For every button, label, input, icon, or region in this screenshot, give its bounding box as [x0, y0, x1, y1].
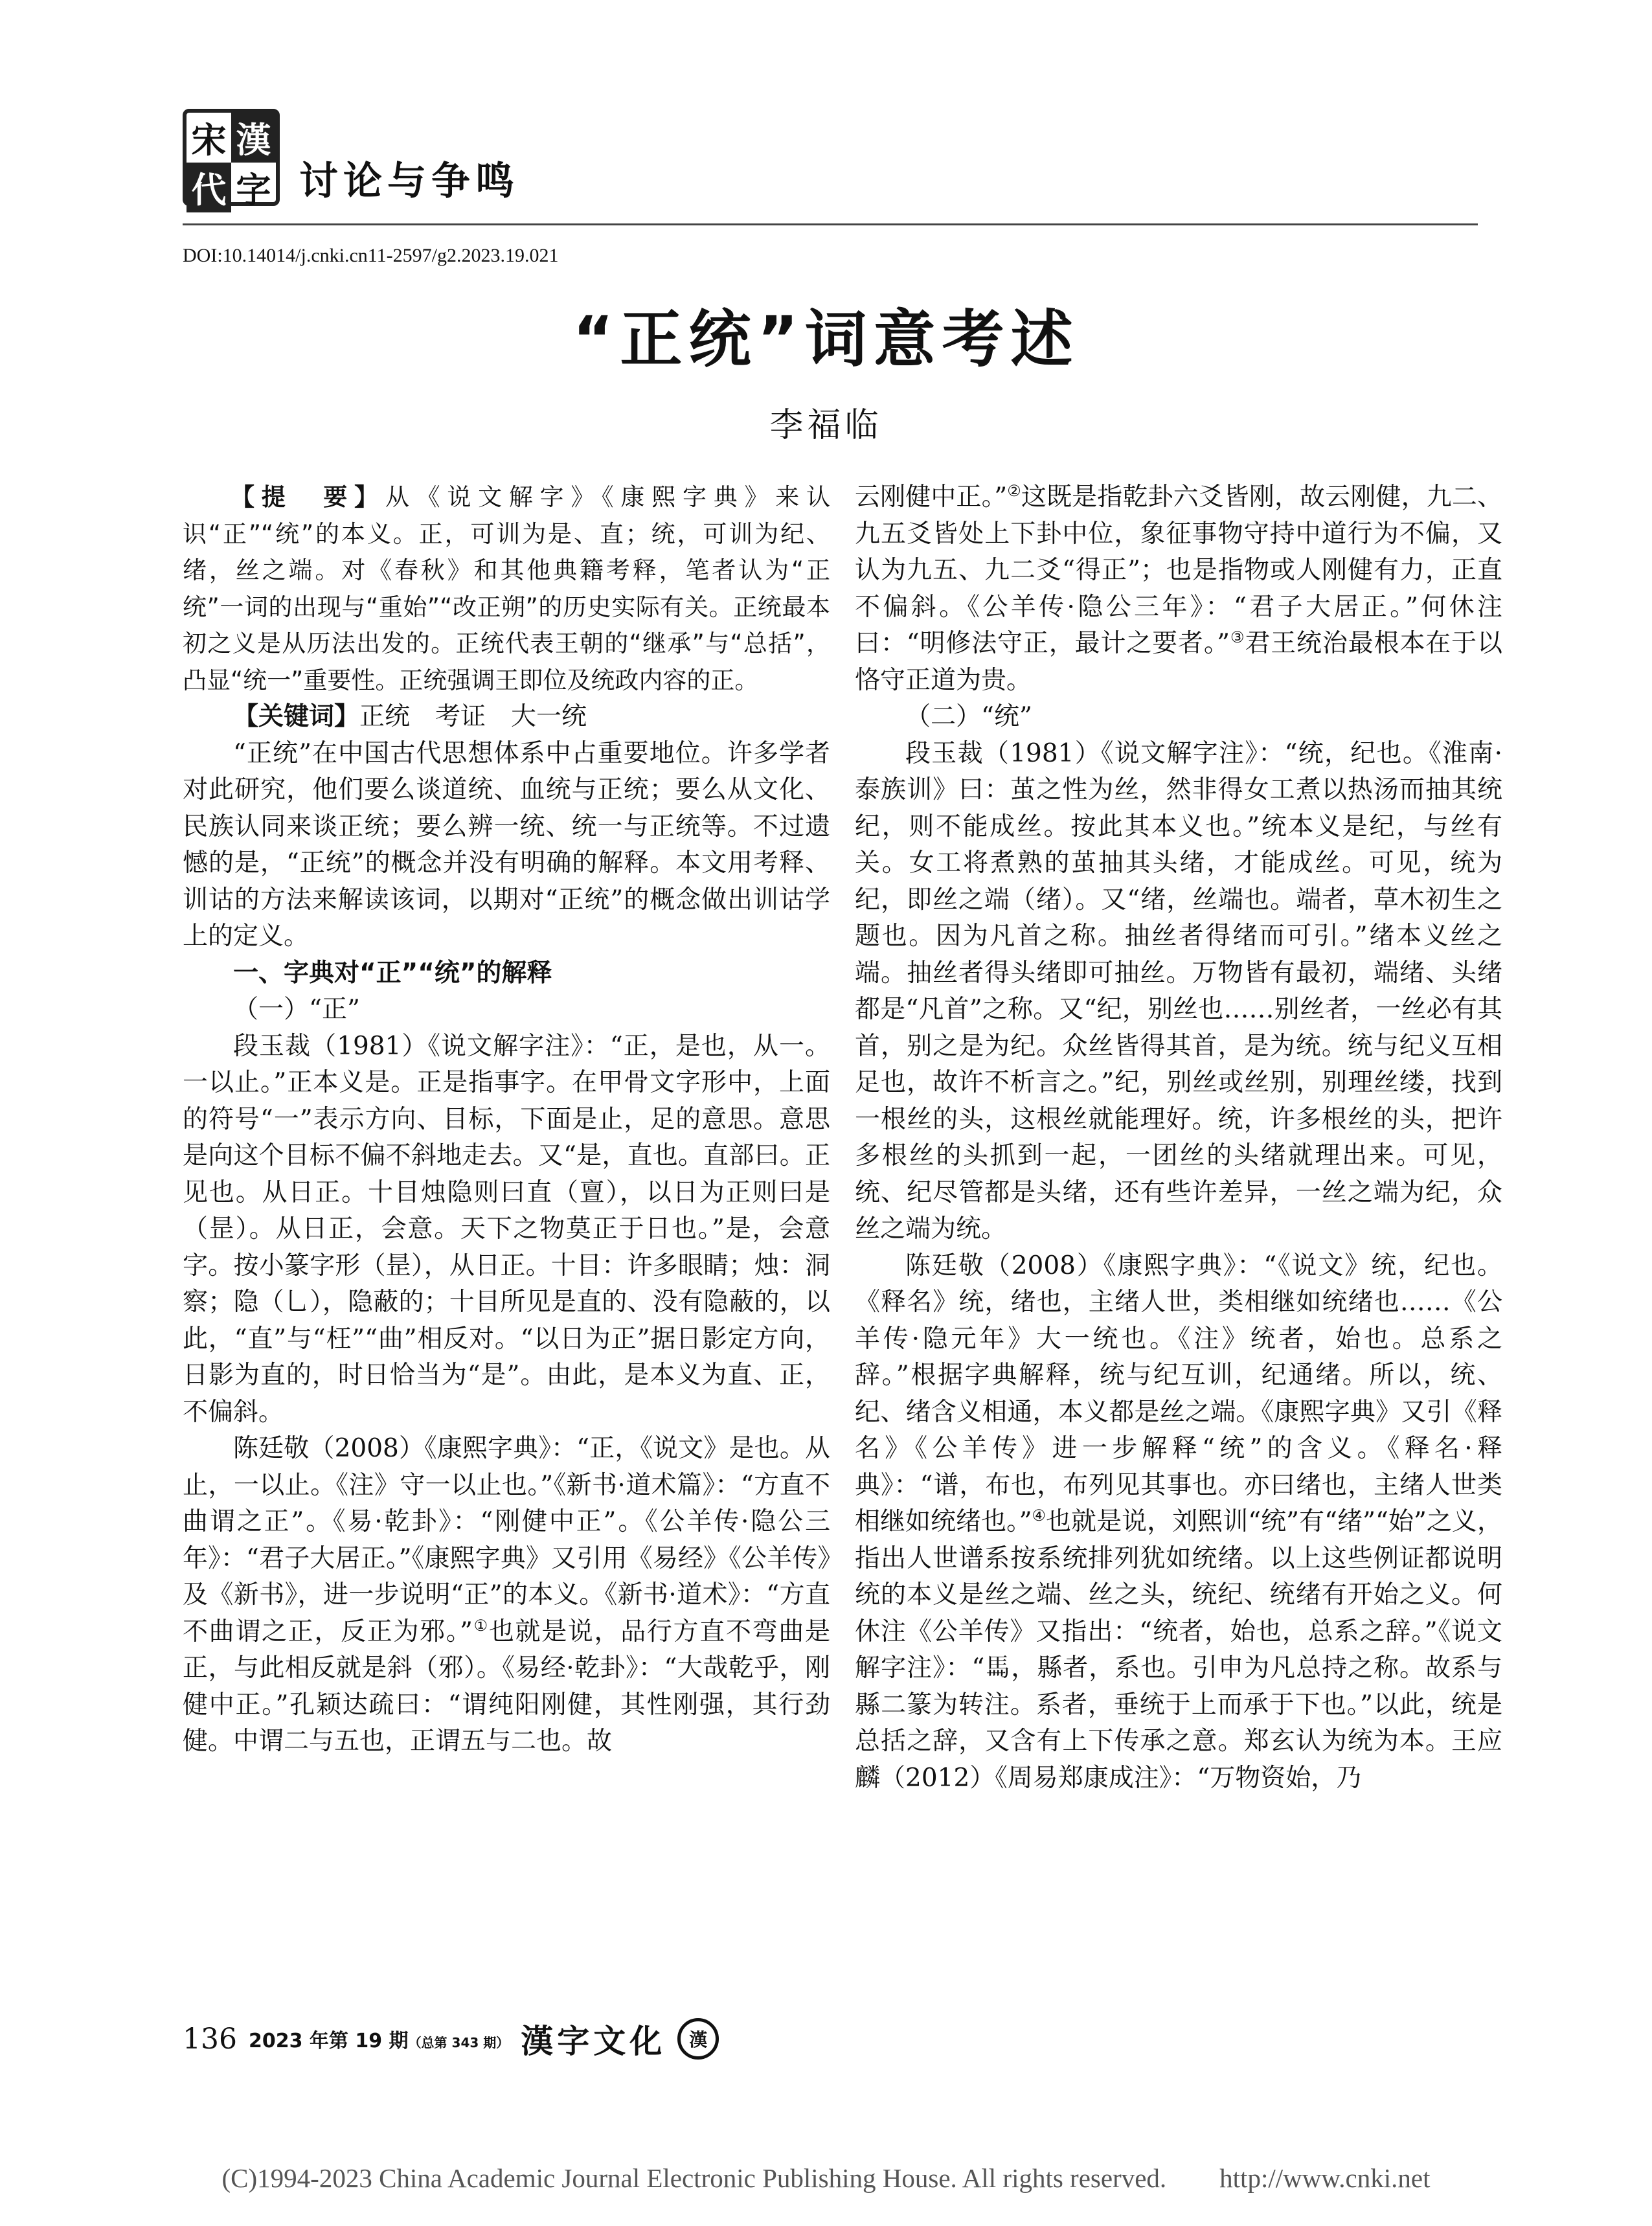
footnote-mark: ① — [472, 1616, 489, 1635]
keywords-label: 【关键词】 — [233, 702, 360, 731]
issue-total: （总第 343 期） — [408, 2035, 510, 2050]
right-column — [855, 479, 1502, 1797]
page-number: 136 — [183, 2022, 237, 2056]
copyright-notice: (C)1994-2023 China Academic Journal Electronic Publishing House. All rights reserved. http://www.cnki.net — [221, 2163, 1431, 2193]
logo-char: 代 — [187, 163, 231, 212]
body-paragraph — [855, 479, 1502, 699]
subsection-heading: （二）“统” — [905, 702, 1032, 731]
text-run: 这既是指乾卦六爻皆刚，故云刚健，九二、九五爻皆处上下卦中位，象征事物守持中道行为不偏，又认为九五、九二爻“得正”；也是指物或人刚健有力，正直不偏斜。《公羊传·隐公三年》：“君子大居正。”何休注曰：“明修法守正，最计之要者。” — [855, 483, 1502, 658]
issue-info — [249, 2025, 509, 2053]
text-run: 也就是说，品行方直不弯曲是正，与此相反就是斜（邪）。《易经·乾卦》：“大哉乾乎，刚健中正。”孔颖达疏曰：“谓纯阳刚健，其性刚强，其行劲健。中谓二与五也，正谓五与二也。故 — [183, 1617, 830, 1756]
logo-char: 字 — [236, 169, 271, 210]
issue-label: 2023 年第 19 期 — [248, 2030, 409, 2052]
body-paragraph: 段玉裁（1981）《说文解字注》：“统，纪也。《淮南·泰族训》曰：茧之性为丝，然非得女工煮以热汤而抽其统纪，则不能成丝。按此其本义也。”统本义是纪，与丝有关。女工将煮熟的茧抽其头绪，才能成丝。可见，统为纪，即丝之端（绪）。又“绪，丝端也。端者，草木初生之题也。因为凡首之称。抽丝者得绪而可引。”绪本义丝之端。抽丝者得头绪即可抽丝。万物皆有最初，端绪、头绪都是“凡首”之称。又“纪，别丝也……别丝者，一丝必有其首，别之是为纪。众丝皆得其首，是为统。统与纪义互相足也，故许不析言之。”纪，别丝或丝别，别理丝缕，找到一根丝的头，这根丝就能理好。统，许多根丝的头，把许多根丝的头抓到一起，一团丝的头绪就理出来。可见，统、纪尽管都是头绪，还有些许差异，一丝之端为纪，众丝之端为统。 — [855, 738, 1502, 1244]
text-run: 云刚健中正。” — [855, 483, 1008, 512]
journal-name: 漢字文化 — [521, 2023, 666, 2060]
footnote-mark: ③ — [1230, 628, 1245, 646]
footnote-mark: ④ — [1032, 1506, 1047, 1525]
abstract-text: 从《说文解字》《康熙字典》来认识“正”“统”的本义。正，可训为是、直；统，可训为纪、绪，丝之端。对《春秋》和其他典籍考释，笔者认为“正统”一词的出现与“重始”“改正朔”的历史实际有关。正统最本初之义是从历法出发的。正统代表王朝的“继承”与“总括”，凸显“统一”重要性。正统强调王即位及统政内容的正。 — [183, 483, 831, 694]
intro-paragraph: “正统”在中国古代思想体系中占重要地位。许多学者对此研究，他们要么谈道统、血统与正统；要么从文化、民族认同来谈正统；要么辨一统、统一与正统等。不过遗憾的是，“正统”的概念并没有明确的解释。本文用考释、训诂的方法来解读该词，以期对“正统”的概念做出训诂学上的定义。 — [183, 738, 830, 951]
page-footer — [183, 2016, 719, 2062]
article-title: “正统”词意考述 — [572, 303, 1080, 376]
subsection-heading: （一）“正” — [233, 995, 360, 1024]
text-run: 也就是说，刘熙训“统”有“绪”“始”之义，指出人世谱系按系统排列犹如统绪。以上这些例证都说明统的本义是丝之端、丝之头，统纪、统绪有开始之义。何休注《公羊传》又指出：“统者，始也，总系之辞。”《说文解字注》：“𩡧，縣者，系也。引申为凡总持之称。故系与縣二篆为转注。系者，垂统于上而承于下也。”以此，统是总括之辞，又含有上下传承之意。郑玄认为统为本。王应麟（2012）《周易郑康成注》：“万物资始，乃 — [855, 1507, 1502, 1793]
journal-seal-icon: 漢 — [677, 2018, 719, 2060]
section-heading: 一、字典对“正”“统”的解释 — [233, 958, 552, 988]
journal-logo — [183, 109, 280, 210]
section-title: 讨论与争鸣 — [299, 159, 519, 204]
text-run: 陈廷敬（2008）《康熙字典》：“《说文》统，纪也。《释名》统，绪也，主绪人世，类相继如统绪也……《公羊传·隐元年》大一统也。《注》统者，始也。总系之辞。”根据字典解释，统与纪互训，纪通绪。所以，统、纪、绪含义相通，本义都是丝之端。《康熙字典》又引《释名》《公羊传》进一步解释“统”的含义。《释名·释典》：“谱，布也，布列见其事也。亦曰绪也，主绪人世类相继如统绪也。” — [855, 1251, 1502, 1536]
footnote-mark: ② — [1007, 482, 1021, 500]
abstract-label: 【提 要】 — [231, 483, 385, 511]
keywords — [183, 699, 830, 736]
doi-line: DOI:10.14014/j.cnki.cn11-2597/g2.2023.19.021 — [183, 245, 559, 266]
body-paragraph — [855, 1248, 1502, 1797]
abstract — [183, 479, 830, 699]
keywords-text: 正统 考证 大一统 — [359, 702, 587, 731]
logo-char: 宋 — [191, 119, 227, 161]
logo-char: 漢 — [231, 113, 276, 163]
body-paragraph — [183, 1431, 830, 1760]
body-paragraph: 段玉裁（1981）《说文解字注》：“正，是也，从一。一以止。”正本义是。正是指事字。在甲骨文字形中，上面的符号“一”表示方向、目标，下面是止，足的意思。意思是向这个目标不偏不斜地走去。又“是，直也。直部曰。正见也。从日正。十目烛隐则曰直（亶），以日为正则曰是（昰）。从日正，会意。天下之物莫正于日也。”是，会意字。按小篆字形（昰），从日正。十目：许多眼睛；烛：洞察；隐（乚），隐蔽的；十目所见是直的、没有隐蔽的，以此，“直”与“枉”“曲”相反对。“以日为正”据日影定方向，日影为直的，时日恰当为“是”。由此，是本义为直、正，不偏斜。 — [183, 1031, 830, 1427]
left-column — [183, 479, 830, 1760]
article-author: 李福临 — [769, 406, 883, 445]
header-divider — [183, 223, 1478, 225]
text-run: 君王统治最根本在于以恪守正道为贵。 — [855, 629, 1502, 695]
text-run: 陈廷敬（2008）《康熙字典》：“正，《说文》是也。从止，一以止。《注》守一以止也。”《新书·道术篇》：“方直不曲谓之正”。《易·乾卦》：“刚健中正”。《公羊传·隐公三年》：“君子大居正。”《康熙字典》又引用《易经》《公羊传》及《新书》，进一步说明“正”的本义。《新书·道术》：“方直不曲谓之正，反正为邪。” — [183, 1434, 830, 1646]
